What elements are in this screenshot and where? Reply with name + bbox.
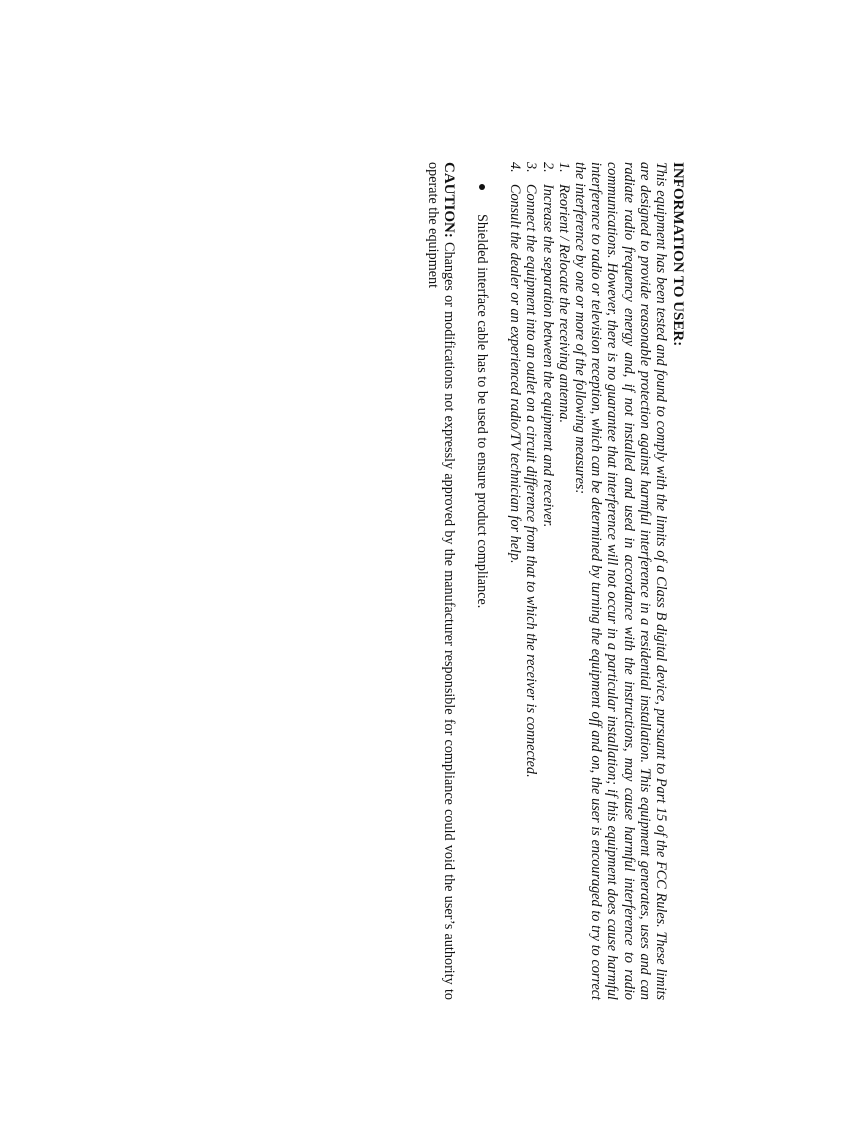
measure-text: Consult the dealer or an experienced radio/TV technician for help. <box>507 184 524 564</box>
measure-item <box>539 162 555 1000</box>
measure-number: 3. <box>523 162 540 173</box>
caution-label: CAUTION: <box>440 162 457 238</box>
measure-item <box>523 162 539 1000</box>
measure-number: 4. <box>507 162 524 173</box>
measure-text: Increase the separation between the equipment and receiver. <box>539 184 556 528</box>
measure-text: Reorient / Relocate the receiving antenna. <box>555 184 572 423</box>
bullet-text: Shielded interface cable has to be used to ensure product compliance. <box>473 214 490 609</box>
shielded-cable-bullet <box>474 162 490 1000</box>
caution-text: Changes or modifications not expressly approved by the manufacturer responsible for compliance could void the user’s authority to operate the equipment <box>424 162 457 1000</box>
measure-item <box>556 162 572 1000</box>
bullet-icon <box>479 184 485 190</box>
rotated-document-content <box>396 162 686 1000</box>
measures-list <box>507 162 572 1000</box>
fcc-intro-paragraph: This equipment has been tested and found to comply with the limits of a Class B digital device, pursuant to Part 15 of the FCC Rules. These limits are designed to provide reasonable protection against harmful interference in a residential installation. This equipment generates, uses and can radiate radio frequency energy and, if not installed and used in accordance with the instructions, may cause harmful interference to radio communications. However, there is no guarantee that interference will not occur in a particular installation; if this equipment does cause harmful interference to radio or television reception, which can be determined by turning the equipment off and on, the user is encouraged to try to correct the interference by one or more of the following measures: <box>571 162 669 1000</box>
measure-text: Connect the equipment into an outlet on a circuit difference from that to which the receiver is connected. <box>523 184 540 778</box>
caution-paragraph <box>424 162 456 1000</box>
measure-number: 2. <box>539 162 556 173</box>
measure-number: 1. <box>555 162 572 173</box>
measure-item <box>507 162 523 1000</box>
document-heading: INFORMATION TO USER: <box>670 162 686 347</box>
